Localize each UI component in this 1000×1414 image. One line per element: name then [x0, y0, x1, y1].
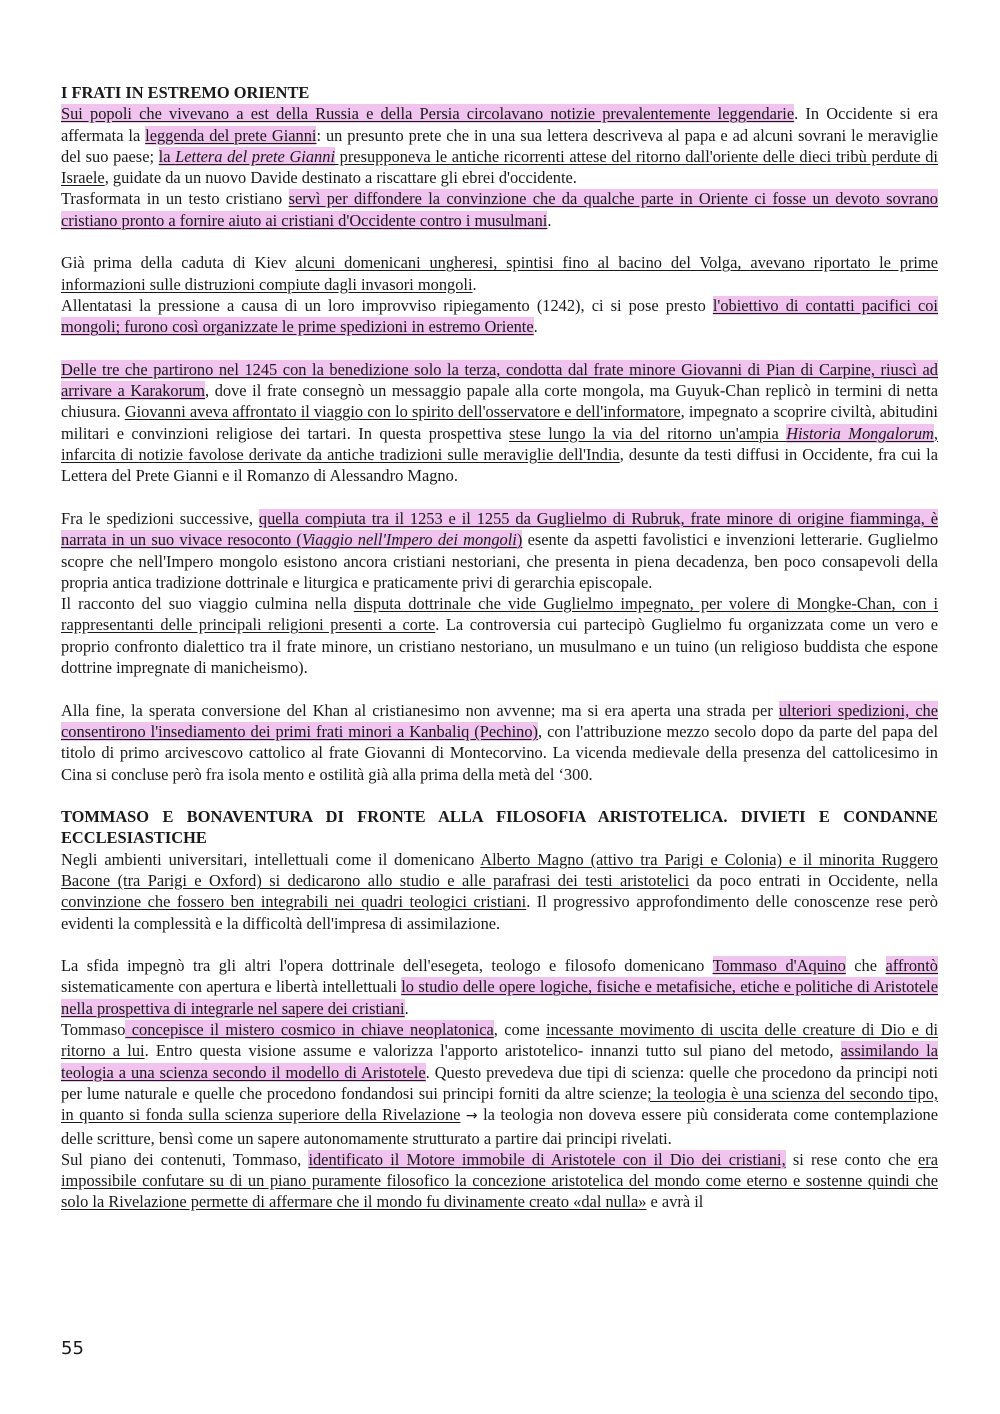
paragraph — [61, 1019, 938, 1149]
text-run: , con l'attribuzione mezzo secolo dopo da parte del papa del titolo di primo arcivescovo cattolico al frate Giovanni di Montecorvino. La vicenda medievale della presenza del cattolicesimo in Cina si concluse però fra isola mento e ostilità già alla prima della metà del ‘300. — [61, 721, 938, 784]
highlighted-text: Historia Mongalorum — [786, 423, 934, 443]
highlighted-text: Lettera del prete Gianni — [175, 146, 336, 166]
text-run: da poco entrati in Occidente, nella — [689, 870, 938, 890]
text-run: . — [472, 274, 477, 294]
underlined-text: incessante movimento di uscita delle creature di Dio e di ritorno a lui — [61, 1020, 938, 1061]
text-run: . Questo prevedeva due tipi di scienza: quelle che procedono da principi noti per lume naturale e quelle che procedono fondandosi sui principi forniti da altre scienze — [61, 1062, 938, 1103]
highlighted-text: concepisce il mistero cosmico in chiave neoplatonica — [125, 1020, 494, 1040]
text-run: che — [845, 956, 886, 976]
highlighted-text: Viaggio nell'Impero dei mongoli — [301, 530, 517, 550]
paragraph — [61, 252, 938, 295]
text-run: . Entro questa visione assume e valorizza l'apporto aristotelico- innanzi tutto sul piano del metodo, — [144, 1041, 841, 1061]
text-run: Sul piano dei contenuti, Tommaso, — [61, 1149, 309, 1169]
text-run: . — [404, 998, 409, 1018]
text-run: Fra le spedizioni successive, — [61, 508, 259, 528]
highlighted-text: quella compiuta tra il 1253 e il 1255 da Guglielmo di Rubruk, frate minore di origine fiamminga, è narrata in un suo vivace resoconto ( — [61, 508, 939, 550]
highlighted-text: leggenda del prete Gianni — [145, 125, 317, 145]
paragraph — [61, 1149, 938, 1213]
underlined-text: era impossibile confutare su di un piano puramente filosofico la concezione aristotelica del mondo come eterno e sostenne quindi che solo la Rivelazione permette di affermare che il mondo fu divinamente creato «dal nulla» — [61, 1149, 939, 1212]
text-run: esente da aspetti favolistici e invenzioni letterarie. Guglielmo scopre che nell'Impero mongolo esistono ancora cristiani nestoriani, che presenta in piena decadenza, ben poco consapevoli della propria antica tradizione dottrinale e liturgica e praticamente privi di gerarchia episcopale. — [61, 530, 939, 592]
paragraph — [61, 295, 938, 338]
highlighted-text: identificato il Motore immobile di Aristotele con il Dio dei cristiani, — [308, 1149, 786, 1169]
section-title-tommaso: TOMMASO E BONAVENTURA DI FRONTE ALLA FILOSOFIA ARISTOTELICA. DIVIETI E CONDANNE ECCLESIASTICHE — [61, 807, 938, 848]
text-run: . Il progressivo approfondimento delle conoscenze rese però evidenti la complessità e la difficoltà dell'impresa di assimilazione. — [61, 892, 938, 933]
highlighted-text: assimilando la teologia a una scienza secondo il modello di Aristotele — [61, 1041, 938, 1082]
text-run: Alla fine, la sperata conversione del Khan al cristianesimo non avvenne; ma si era aperta una strada per — [61, 700, 779, 720]
highlighted-text: affrontò — [885, 956, 938, 976]
highlighted-text: Sui popoli che vivevano a est della Russia e della Persia circolavano notizie prevalentemente leggendarie — [61, 104, 795, 124]
paragraph — [61, 103, 938, 188]
paragraph — [61, 188, 938, 231]
text-run: e avrà il — [646, 1192, 704, 1212]
highlighted-text: la — [158, 146, 176, 166]
underlined-text: ; la teologia è una scienza del secondo tipo, in quanto si fonda sulla scienza superiore della Rivelazione — [61, 1083, 938, 1125]
text-run: , desunte da testi diffusi in Occidente, fra cui la Lettera del Prete Gianni e il Romanzo di Alessandro Magno. — [61, 445, 939, 486]
underlined-text: , infarcita di notizie favolose derivate da antiche tradizioni sulle meraviglie dell'India — [61, 423, 939, 465]
text-run: , dove il frate consegnò un messaggio papale alla corte mongola, ma Guyuk-Chan replicò in termini di netta chiusura. — [61, 381, 938, 422]
text-run: la teologia non doveva essere più considerata come contemplazione delle scritture, bensì come un sapere autonomamente strutturato a partire dai principi rivelati. — [61, 1105, 938, 1148]
text-run: . La controversia cui partecipò Guglielmo fu organizzata come un vero e proprio confronto dialettico tra il frate minore, un cristiano nestoriano, un musulmano e un tuino (un religioso buddista che espone dottrine impregnate di manicheismo). — [61, 615, 938, 678]
highlighted-text: lo studio delle opere logiche, fisiche e metafisiche, etiche e politiche di Aristotele nella prospettiva di integrarle nel sapere dei cristiani — [61, 977, 938, 1018]
text-run: . — [547, 210, 552, 230]
page-number: 55 — [61, 1338, 84, 1359]
text-run: , guidate da un nuovo Davide destinato a riscattare gli ebrei d'occidente. — [104, 168, 577, 188]
text-run: La sfida impegnò tra gli altri l'opera dottrinale dell'esegeta, teologo e filosofo domenicano — [61, 956, 713, 976]
underlined-text: alcuni domenicani ungheresi, spintisi fino al bacino del Volga, avevano riportato le prime informazioni sulle distruzioni compiute dagli invasori mongoli — [61, 253, 938, 294]
highlighted-text: Tommaso d'Aquino — [712, 956, 846, 976]
underlined-text: disputa dottrinale che vide Guglielmo impegnato, per volere di Mongke-Chan, con i rappresentanti delle principali religioni presenti a corte — [61, 594, 938, 635]
underlined-text: stese lungo la via del ritorno un'ampia — [508, 423, 787, 443]
paragraph — [61, 700, 938, 785]
text-run: si rese conto che — [785, 1149, 918, 1169]
text-run: , come — [493, 1020, 547, 1040]
text-run: sistematicamente con apertura e libertà intellettuali — [61, 977, 402, 997]
text-run: : un presunto prete che in una sua lettera descriveva al papa e ad alcuni sovrani le meraviglie del suo paese; — [61, 125, 938, 166]
section-title-frati: I FRATI IN ESTREMO ORIENTE — [61, 83, 310, 102]
text-run: , impegnato a scoprire civiltà, abitudini militari e convinzioni religiose dei tartari. In questa prospettiva — [61, 402, 938, 443]
text-run: . — [533, 317, 538, 337]
text-run: Già prima della caduta di Kiev — [61, 253, 296, 273]
text-run: Trasformata in un testo cristiano — [61, 189, 289, 209]
highlighted-text: servì per diffondere la convinzione che da qualche parte in Oriente ci fosse un devoto sovrano cristiano pronto a fornire aiuto ai cristiani d'Occidente contro i musulmani — [61, 189, 938, 230]
paragraph — [61, 508, 938, 593]
text-run: Il racconto del suo viaggio culmina nella — [61, 594, 354, 614]
highlighted-text: ) — [516, 530, 523, 550]
highlighted-text: ulteriori spedizioni, che consentirono l'insediamento dei primi frati minori a Kanbaliq (Pechino) — [61, 700, 938, 741]
paragraph — [61, 359, 938, 487]
highlighted-text: l'obiettivo di contatti — [712, 295, 855, 315]
text-run: Allentatasi la pressione a causa di un loro improvviso ripiegamento (1242), ci si pose presto — [61, 295, 713, 315]
paragraph — [61, 849, 938, 934]
highlighted-text: Delle tre che partirono nel 1245 con la benedizione solo la terza, condotta dal frate minore Giovanni di Pian di Carpine, riuscì ad arrivare a Karakorum — [61, 359, 938, 401]
underlined-text: Alberto Magno (attivo tra Parigi e Colonia) e il minorita Ruggero Bacone (tra Parigi e Oxford) si dedicarono allo studio e alle parafrasi dei testi aristotelici — [61, 849, 938, 890]
highlighted-text: pacifici coi mongoli; furono così organizzate le prime spedizioni in estremo Oriente — [61, 295, 938, 337]
underlined-text: Giovanni aveva affrontato il viaggio con lo spirito dell'osservatore e dell'informatore — [124, 402, 681, 422]
arrow-right-icon: → — [465, 1108, 478, 1125]
document-page — [61, 82, 938, 1213]
paragraph — [61, 593, 938, 678]
text-run: Tommaso — [61, 1020, 126, 1040]
underlined-text: convinzione che fossero ben integrabili nei quadri teologici cristiani — [61, 892, 527, 912]
text-run: Negli ambienti universitari, intellettuali come il domenicano — [61, 849, 481, 869]
paragraph — [61, 955, 938, 1019]
text-run: . In Occidente si era affermata la — [61, 104, 938, 145]
underlined-text: presupponeva le antiche ricorrenti attese del ritorno dall'oriente delle dieci tribù perdute di Israele — [61, 146, 938, 188]
